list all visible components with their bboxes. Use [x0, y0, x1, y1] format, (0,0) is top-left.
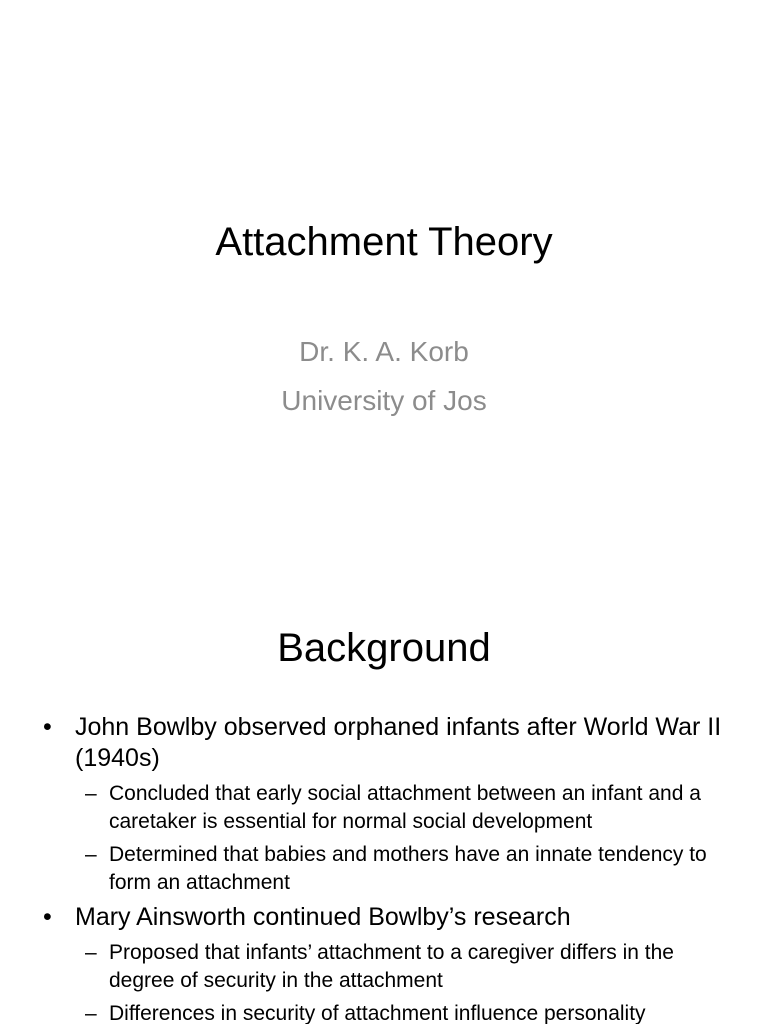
- sub-bullet-text: Determined that babies and mothers have an innate tendency to form an attachment: [109, 843, 707, 894]
- institution-name: University of Jos: [281, 385, 487, 416]
- sub-bullet-item: [75, 780, 740, 836]
- author-name: Dr. K. A. Korb: [299, 336, 469, 367]
- sub-bullet-item: [75, 939, 740, 995]
- bullet-icon: •: [43, 713, 52, 741]
- sub-bullet-text: Differences in security of attachment influence personality: [109, 1002, 646, 1024]
- sub-bullet-item: [75, 841, 740, 897]
- dash-icon: –: [85, 843, 97, 866]
- sub-bullet-list: [75, 939, 740, 1024]
- sub-bullet-text: Proposed that infants’ attachment to a caregiver differs in the degree of security in the attachment: [109, 941, 674, 992]
- sub-bullet-item: [75, 1000, 740, 1024]
- slide-title: Attachment Theory: [215, 220, 553, 264]
- dash-icon: –: [85, 782, 97, 805]
- dash-icon: –: [85, 941, 97, 964]
- bullet-icon: •: [43, 903, 52, 931]
- bullet-item: [40, 712, 740, 897]
- dash-icon: –: [85, 1002, 97, 1024]
- sub-bullet-list: [75, 780, 740, 897]
- bullet-list: [40, 712, 740, 1024]
- background-slide: [0, 576, 768, 1024]
- bullet-text: Mary Ainsworth continued Bowlby’s research: [75, 903, 571, 931]
- bullet-text: John Bowlby observed orphaned infants after World War II (1940s): [75, 713, 722, 772]
- bullet-item: [40, 902, 740, 1024]
- slide-title: Background: [277, 626, 491, 670]
- sub-bullet-text: Concluded that early social attachment between an infant and a caretaker is essential for normal social development: [109, 782, 701, 833]
